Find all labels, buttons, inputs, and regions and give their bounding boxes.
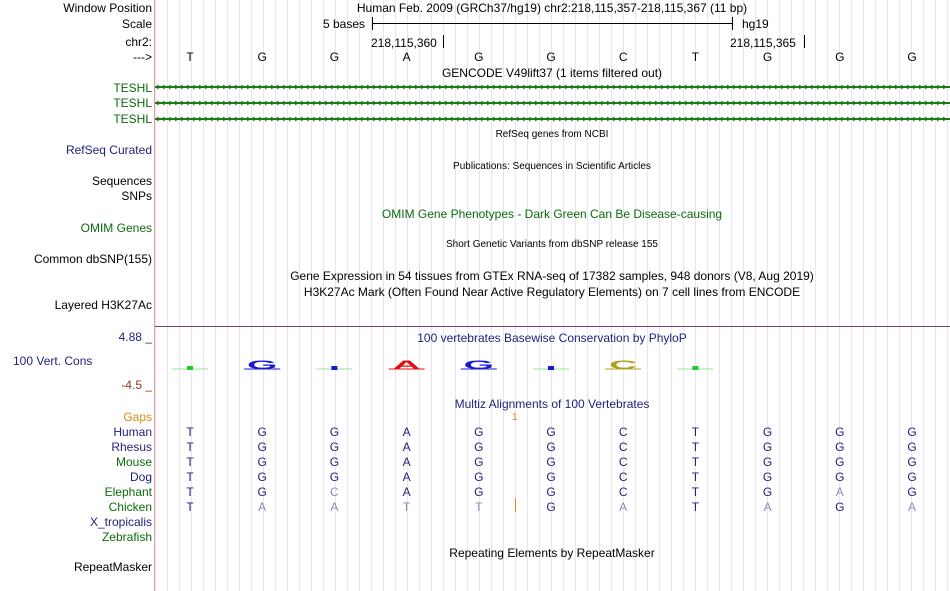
alignment-base-elephant: T (691, 485, 700, 499)
gencode-track-title[interactable]: GENCODE V49lift37 (1 items filtered out) (441, 66, 663, 80)
alignment-base-rhesus: G (907, 440, 917, 454)
scale-bar-left-tick (372, 17, 373, 30)
publications-track-title[interactable]: Publications: Sequences in Scientific Articles (453, 161, 651, 172)
window-position: Human Feb. 2009 (GRCh37/hg19) chr2:218,115,357-218,115,367 (11 bp) (356, 1, 748, 15)
phylop-track-title[interactable]: 100 vertebrates Basewise Conservation by PhyloP (417, 331, 687, 345)
alignment-base-chicken: G (835, 500, 845, 514)
genome-browser-image[interactable] (155, 0, 950, 591)
sequence-base: T (691, 50, 700, 64)
track-label-window-position[interactable]: Window Position (63, 1, 152, 15)
alignment-base-elephant: G (474, 485, 484, 499)
alignment-base-dog: G (474, 470, 484, 484)
track-label-gaps[interactable]: Gaps (123, 410, 152, 424)
refseq-track-title[interactable]: RefSeq genes from NCBI (495, 129, 609, 140)
sequence-base: T (186, 50, 194, 64)
scale-bar-right-tick (732, 17, 733, 30)
alignment-base-elephant: G (762, 485, 773, 499)
track-label-teshl[interactable]: TESHL (113, 96, 152, 110)
scale-bar (372, 23, 732, 24)
alignment-base-chicken: A (763, 500, 772, 514)
track-label-4-88[interactable]: 4.88 _ (118, 330, 152, 344)
track-label-common-dbsnp-155[interactable]: Common dbSNP(155) (33, 252, 152, 266)
alignment-base-human: G (546, 425, 556, 439)
alignment-base-human: G (257, 425, 267, 439)
alignment-base-chicken: A (619, 500, 628, 514)
alignment-base-elephant: C (330, 485, 339, 499)
alignment-base-mouse: G (835, 455, 845, 469)
track-label-100-vert-cons[interactable]: 100 Vert. Cons (13, 354, 93, 368)
alignment-base-rhesus: G (835, 440, 845, 454)
track-label-4-5[interactable]: -4.5 _ (121, 378, 152, 392)
track-label-scale[interactable]: Scale (121, 17, 152, 31)
sequence-base: G (762, 50, 773, 64)
alignment-base-mouse: G (329, 455, 340, 469)
alignment-base-elephant: A (835, 485, 844, 499)
alignment-base-dog: T (186, 470, 194, 484)
alignment-base-dog: A (402, 470, 411, 484)
alignment-base-dog: G (257, 470, 267, 484)
track-label-mouse[interactable]: Mouse (115, 455, 152, 469)
alignment-base-mouse: T (186, 455, 194, 469)
sequence-base: C (618, 50, 628, 64)
alignment-base-mouse: G (907, 455, 917, 469)
track-label-repeatmasker[interactable]: RepeatMasker (73, 560, 152, 574)
alignment-base-elephant: G (546, 485, 556, 499)
alignment-base-elephant: G (907, 485, 917, 499)
alignment-base-rhesus: T (186, 440, 194, 454)
alignment-base-rhesus: T (691, 440, 700, 454)
track-label-teshl[interactable]: TESHL (113, 81, 152, 95)
sequence-base: G (907, 50, 917, 64)
alignment-base-rhesus: G (257, 440, 267, 454)
conservation-letter: C (609, 358, 638, 372)
alignment-base-human: T (186, 425, 194, 439)
alignment-base-human: T (691, 425, 700, 439)
multiz-track-title[interactable]: Multiz Alignments of 100 Vertebrates (454, 397, 650, 411)
alignment-base-mouse: G (474, 455, 484, 469)
phylop-top-line (155, 326, 950, 327)
h3k27ac-track-title[interactable]: H3K27Ac Mark (Often Found Near Active Regulatory Elements) on 7 cell lines from ENCODE (303, 285, 801, 299)
coordinate-tick-left (443, 35, 444, 48)
coordinate-tick-right (804, 35, 805, 48)
sequence-base: A (402, 50, 411, 64)
track-label-dog[interactable]: Dog (129, 470, 152, 484)
phylop-conservation-logo[interactable] (155, 356, 950, 376)
alignment-base-rhesus: A (402, 440, 411, 454)
alignment-base-chicken: T (691, 500, 700, 514)
sequence-base: G (546, 50, 556, 64)
alignment-base-dog: G (546, 470, 556, 484)
conservation-letter: A (392, 358, 421, 372)
track-label-sequences[interactable]: Sequences (91, 174, 152, 188)
coordinate-label-left: 218,115,360 (371, 36, 437, 50)
track-label-zebrafish[interactable]: Zebrafish (101, 530, 152, 544)
repeatmasker-track-title[interactable]: Repeating Elements by RepeatMasker (449, 546, 655, 560)
alignment-base-human: G (474, 425, 484, 439)
alignment-base-human: G (835, 425, 845, 439)
sequence-base: G (329, 50, 340, 64)
conservation-letter: G (463, 358, 494, 372)
alignment-base-dog: G (762, 470, 773, 484)
track-label-layered-h3k27ac[interactable]: Layered H3K27Ac (54, 298, 152, 312)
omim-track-title[interactable]: OMIM Gene Phenotypes - Dark Green Can Be Disease-causing (381, 207, 723, 221)
chicken-gap-indicator (515, 498, 516, 512)
alignment-base-mouse: A (402, 455, 411, 469)
alignment-base-rhesus: G (546, 440, 556, 454)
alignment-base-rhesus: G (474, 440, 484, 454)
coordinate-label-right: 218,115,365 (730, 36, 796, 50)
alignment-base-chicken: A (258, 500, 267, 514)
track-label-chicken[interactable]: Chicken (108, 500, 152, 514)
alignment-base-dog: C (618, 470, 628, 484)
alignment-base-elephant: A (402, 485, 411, 499)
alignment-base-rhesus: G (329, 440, 340, 454)
alignment-base-rhesus: G (762, 440, 773, 454)
alignment-base-elephant: T (186, 485, 194, 499)
alignment-base-mouse: G (257, 455, 267, 469)
scale-label: 5 bases (323, 17, 366, 31)
alignment-base-human: C (618, 425, 628, 439)
alignment-base-mouse: T (691, 455, 700, 469)
track-label-snps[interactable]: SNPs (121, 189, 152, 203)
alignment-base-dog: G (329, 470, 340, 484)
alignment-base-dog: G (907, 470, 917, 484)
track-labels-panel (0, 0, 154, 591)
track-label-teshl[interactable]: TESHL (113, 112, 152, 126)
alignment-base-mouse: C (618, 455, 628, 469)
sequence-base: G (257, 50, 267, 64)
dbsnp-track-title[interactable]: Short Genetic Variants from dbSNP release 155 (446, 239, 658, 250)
gtex-track-title[interactable]: Gene Expression in 54 tissues from GTEx RNA-seq of 17382 samples, 948 donors (V8, Aug 2019) (290, 269, 814, 283)
alignment-base-human: A (402, 425, 411, 439)
alignment-base-chicken: T (402, 500, 411, 514)
conservation-letter: G (247, 358, 278, 372)
alignment-base-dog: T (691, 470, 700, 484)
alignment-base-human: G (762, 425, 773, 439)
alignment-base-human: G (907, 425, 917, 439)
alignment-base-dog: G (835, 470, 845, 484)
gencode-gene-features[interactable] (155, 80, 950, 130)
track-label-human[interactable]: Human (113, 425, 152, 439)
track-label-refseq-curated[interactable]: RefSeq Curated (65, 143, 152, 157)
alignment-base-chicken: G (546, 500, 556, 514)
alignment-base-chicken: T (186, 500, 194, 514)
gap-count-marker: 1 (512, 412, 518, 423)
alignment-base-rhesus: C (618, 440, 628, 454)
alignment-base-chicken: A (907, 500, 916, 514)
track-label-rhesus[interactable]: Rhesus (111, 440, 152, 454)
alignment-base-elephant: G (257, 485, 267, 499)
track-label-x-tropicalis[interactable]: X_tropicalis (89, 515, 152, 529)
track-label-chr2[interactable]: chr2: (125, 35, 152, 49)
assembly-label: hg19 (742, 17, 769, 31)
sequence-base: G (474, 50, 484, 64)
alignment-base-mouse: G (546, 455, 556, 469)
track-label-[interactable]: ---> (133, 50, 152, 64)
alignment-base-elephant: C (618, 485, 628, 499)
track-label-omim-genes[interactable]: OMIM Genes (80, 221, 152, 235)
alignment-base-mouse: G (762, 455, 773, 469)
sequence-base: G (835, 50, 845, 64)
track-label-elephant[interactable]: Elephant (104, 485, 152, 499)
alignment-base-human: G (329, 425, 340, 439)
alignment-base-chicken: A (330, 500, 339, 514)
alignment-base-chicken: T (475, 500, 483, 514)
